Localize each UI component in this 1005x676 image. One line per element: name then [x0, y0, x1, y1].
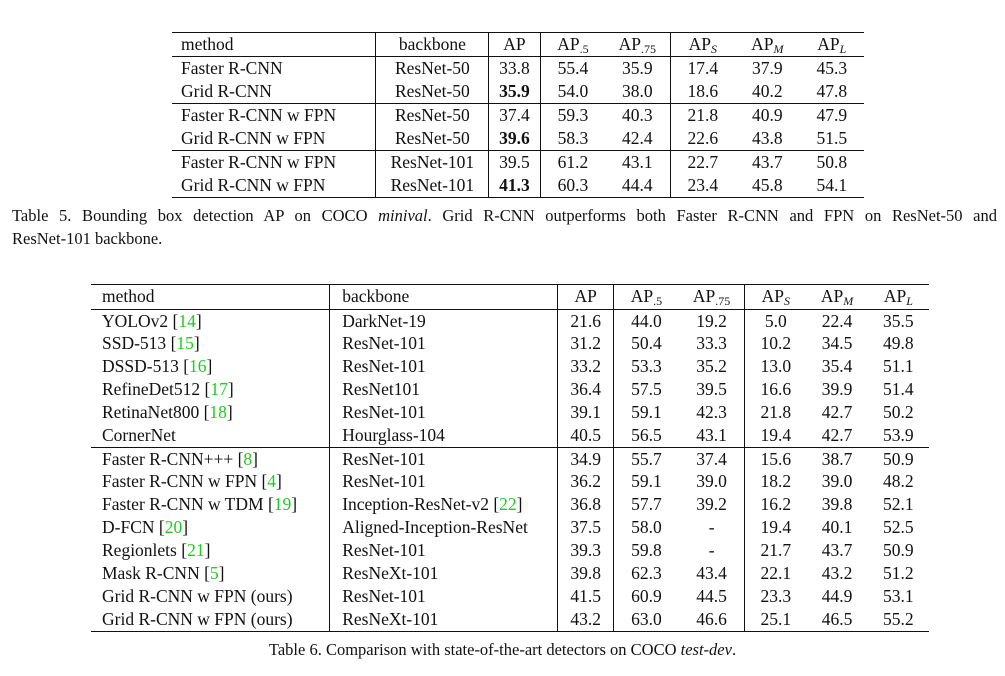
table-6 — [91, 284, 929, 632]
cell-ap: 39.3 — [558, 540, 613, 563]
cell-ap75: 40.3 — [605, 104, 670, 128]
cell-backbone: Aligned-Inception-ResNet — [330, 517, 558, 540]
cell-apm: 46.5 — [821, 609, 853, 629]
table-row — [91, 379, 929, 402]
table-row — [91, 333, 929, 356]
header-ap75: $AP_{.75}$ — [605, 33, 670, 57]
cell-apm: 39.8 — [821, 494, 853, 515]
cell-apm: 43.8 — [751, 127, 783, 148]
cell-backbone: ResNet-101 — [376, 151, 489, 175]
cell-apm: 44.9 — [821, 586, 853, 607]
cell-aps: 18.2 — [760, 471, 792, 492]
cell-ap75: 43.1 — [679, 425, 745, 448]
header-aps: $AP_S$ — [761, 286, 791, 309]
cell-ap75: 43.1 — [605, 151, 670, 175]
cell-method: Faster R-CNN w FPN — [172, 151, 376, 175]
cell-aps: 19.4 — [760, 517, 792, 538]
table-row — [91, 310, 929, 333]
cell-aps: 16.6 — [760, 379, 792, 400]
cell-aps: 25.1 — [760, 609, 792, 629]
cell-ap: 37.4 — [489, 104, 540, 128]
cell-apl: 49.8 — [883, 333, 914, 354]
cell-apm: 39.0 — [821, 471, 853, 492]
cell-ap75: 46.6 — [679, 609, 745, 632]
cell-ap: 33.2 — [558, 356, 613, 379]
cell-apm: 42.7 — [821, 425, 853, 445]
table-row — [91, 425, 929, 448]
cell-method: Faster R-CNN — [172, 57, 376, 81]
cell-ap75: 39.5 — [679, 379, 745, 402]
header-method: method — [91, 285, 330, 310]
cell-apl: 54.1 — [816, 174, 848, 195]
cell-apm: 42.7 — [821, 402, 853, 423]
cell-aps: 13.0 — [760, 356, 792, 377]
table-5 — [172, 32, 864, 198]
cell-aps: 15.6 — [760, 448, 792, 469]
table-6-body — [91, 310, 929, 632]
cell-method: RefineDet512 [17] — [91, 379, 330, 402]
cell-ap50: 56.5 — [631, 425, 662, 445]
table-6-header-row — [91, 285, 929, 310]
cell-ap50: 44.0 — [631, 310, 662, 331]
cell-ap75: - — [679, 517, 745, 540]
cell-ap50: 59.8 — [631, 540, 662, 561]
cell-ap-best: 35.9 — [489, 80, 540, 104]
cell-apm: 45.8 — [751, 174, 783, 195]
cell-backbone: Hourglass-104 — [330, 425, 558, 448]
cell-apl: 52.1 — [883, 494, 914, 515]
cell-aps: 18.6 — [687, 80, 719, 101]
table-row — [91, 609, 929, 632]
cell-ap50: 57.5 — [631, 379, 662, 400]
cell-apl: 53.1 — [883, 586, 914, 607]
cell-backbone: ResNet-101 — [330, 356, 558, 379]
cell-backbone: ResNet-101 — [330, 333, 558, 356]
cell-ap50: 59.1 — [631, 402, 662, 423]
cell-ap50: 55.7 — [631, 448, 662, 469]
cell-apm: 40.2 — [751, 80, 783, 101]
cell-apl: 50.9 — [883, 448, 914, 469]
cell-ap: 21.6 — [558, 310, 613, 333]
citation-link[interactable]: 14 — [178, 310, 196, 331]
header-apm: $AP_M$ — [751, 33, 784, 56]
cell-aps: 21.7 — [760, 540, 792, 561]
cell-ap: 36.4 — [558, 379, 613, 402]
cell-ap: 33.8 — [489, 57, 540, 81]
cell-ap75: 35.2 — [679, 356, 745, 379]
table-row — [172, 104, 864, 128]
table-row — [172, 127, 864, 151]
cell-backbone: Inception-ResNet-v2 [22] — [330, 494, 558, 517]
cell-backbone: ResNet-101 — [330, 540, 558, 563]
table-row — [172, 57, 864, 81]
citation-link[interactable]: 8 — [243, 448, 253, 469]
cell-ap: 36.2 — [558, 471, 613, 494]
cell-ap50: 58.0 — [631, 517, 662, 538]
cell-ap75: 42.3 — [679, 402, 745, 425]
cell-apm: 43.7 — [821, 540, 853, 561]
cell-method: CornerNet — [91, 425, 330, 448]
cell-apl: 47.8 — [816, 80, 848, 101]
header-ap50: $AP_{.5}$ — [630, 286, 663, 309]
cell-backbone: ResNet-50 — [376, 80, 489, 104]
cell-apm: 43.2 — [821, 563, 853, 584]
cell-ap50: 53.3 — [631, 356, 662, 377]
cell-backbone: ResNet-50 — [376, 104, 489, 128]
cell-method: Regionlets [21] — [91, 540, 330, 563]
header-apm: $AP_M$ — [820, 286, 854, 309]
cell-method: SSD-513 [15] — [91, 333, 330, 356]
cell-ap: 31.2 — [558, 333, 613, 356]
table-row — [91, 517, 929, 540]
cell-ap50: 62.3 — [631, 563, 662, 584]
cell-ap75: 35.9 — [605, 57, 670, 81]
cell-apl: 51.1 — [883, 356, 914, 377]
cell-ap50: 57.7 — [631, 494, 662, 515]
table-row — [172, 151, 864, 175]
cell-backbone: ResNet-50 — [376, 57, 489, 81]
cell-apm: 40.1 — [821, 517, 853, 538]
header-apl: $AP_L$ — [883, 286, 913, 309]
cell-aps: 10.2 — [760, 333, 792, 354]
header-aps: $AP_S$ — [688, 33, 717, 56]
cell-ap75: 43.4 — [679, 563, 745, 586]
cell-apm: 38.7 — [821, 448, 853, 469]
cell-ap75: 38.0 — [605, 80, 670, 104]
table-row — [91, 448, 929, 471]
cell-ap50: 60.3 — [557, 174, 589, 195]
header-ap50: $AP_{.5}$ — [557, 33, 589, 56]
cell-ap50: 63.0 — [631, 609, 662, 629]
cell-apl: 51.4 — [883, 379, 914, 400]
header-backbone: backbone — [376, 33, 489, 57]
cell-aps: 5.0 — [764, 310, 787, 331]
cell-ap75: 42.4 — [605, 127, 670, 151]
cell-ap75: 44.5 — [679, 586, 745, 609]
cell-aps: 21.8 — [760, 402, 792, 423]
cell-aps: 22.1 — [760, 563, 792, 584]
cell-ap: 39.8 — [558, 563, 613, 586]
cell-ap: 40.5 — [558, 425, 613, 448]
cell-apl: 51.2 — [883, 563, 914, 584]
cell-apl: 50.9 — [883, 540, 914, 561]
cell-apl: 45.3 — [816, 57, 848, 78]
cell-ap75: - — [679, 540, 745, 563]
cell-aps: 23.3 — [760, 586, 792, 607]
table-row — [91, 540, 929, 563]
cell-backbone: ResNet-101 — [330, 471, 558, 494]
cell-apl: 55.2 — [883, 609, 914, 629]
cell-ap: 36.8 — [558, 494, 613, 517]
cell-apl: 47.9 — [816, 104, 848, 125]
cell-ap50: 61.2 — [557, 151, 589, 172]
cell-apl: 50.2 — [883, 402, 914, 423]
cell-ap: 43.2 — [558, 609, 613, 632]
table-row — [91, 563, 929, 586]
cell-apm: 22.4 — [821, 310, 853, 331]
cell-method: YOLOv2 [14] — [91, 310, 330, 333]
cell-method: Grid R-CNN w FPN — [172, 174, 376, 198]
citation-link[interactable]: 19 — [273, 494, 292, 515]
cell-apm: 43.7 — [751, 151, 783, 172]
cell-ap75: 37.4 — [679, 448, 745, 471]
citation-link[interactable]: 21 — [187, 540, 205, 561]
cell-apm: 37.9 — [751, 57, 783, 78]
citation-link[interactable]: 17 — [210, 379, 228, 400]
table-row — [172, 80, 864, 104]
table-row — [91, 471, 929, 494]
cell-backbone: ResNet-101 — [330, 402, 558, 425]
cell-backbone: ResNeXt-101 — [330, 609, 558, 632]
cell-method: Faster R-CNN+++ [8] — [91, 448, 330, 471]
cell-ap75: 39.2 — [679, 494, 745, 517]
table-row — [91, 494, 929, 517]
cell-ap: 37.5 — [558, 517, 613, 540]
cell-ap75: 44.4 — [605, 174, 670, 198]
header-backbone: backbone — [330, 285, 558, 310]
citation-link[interactable]: 16 — [189, 356, 207, 377]
cell-apl: 52.5 — [883, 517, 914, 538]
cell-ap50: 59.1 — [631, 471, 662, 492]
cell-ap-best: 41.3 — [489, 174, 540, 198]
cell-ap50: 55.4 — [557, 57, 589, 78]
cell-backbone: ResNet-101 — [330, 448, 558, 471]
citation-link[interactable]: 20 — [164, 517, 183, 538]
cell-method: Grid R-CNN w FPN (ours) — [91, 609, 330, 632]
cell-aps: 17.4 — [687, 57, 719, 78]
cell-apm: 40.9 — [751, 104, 783, 125]
cell-method: Faster R-CNN w FPN — [172, 104, 376, 128]
cell-ap50: 60.9 — [631, 586, 662, 607]
cell-aps: 21.8 — [687, 104, 719, 125]
cell-backbone: ResNet101 — [330, 379, 558, 402]
cell-aps: 16.2 — [760, 494, 792, 515]
cell-aps: 19.4 — [760, 425, 792, 445]
cell-ap75: 39.0 — [679, 471, 745, 494]
cell-ap: 34.9 — [558, 448, 613, 471]
cell-ap-best: 39.6 — [489, 127, 540, 151]
table-5-header-row — [172, 33, 864, 57]
table-row — [91, 586, 929, 609]
cell-backbone: ResNeXt-101 — [330, 563, 558, 586]
citation-link[interactable]: 5 — [209, 563, 219, 584]
cell-backbone: DarkNet-19 — [330, 310, 558, 333]
cell-method: Faster R-CNN w FPN [4] — [91, 471, 330, 494]
header-ap: AP — [558, 285, 613, 310]
cell-ap: 39.1 — [558, 402, 613, 425]
cell-apl: 53.9 — [883, 425, 914, 445]
citation-link[interactable]: 18 — [209, 402, 227, 423]
cell-apl: 50.8 — [816, 151, 848, 172]
header-method: method — [172, 33, 376, 57]
cell-aps: 22.7 — [687, 151, 719, 172]
table-6-caption: Table 6. Comparison with state-of-the-art detectors on COCO test-dev. — [268, 640, 737, 659]
cell-ap50: 58.3 — [557, 127, 589, 148]
header-ap75: $AP_{.75}$ — [679, 285, 745, 310]
citation-link[interactable]: 4 — [267, 471, 277, 492]
cell-ap: 41.5 — [558, 586, 613, 609]
cell-ap75: 19.2 — [679, 310, 745, 333]
cell-backbone: ResNet-50 — [376, 127, 489, 151]
table-row — [172, 174, 864, 198]
table-row — [91, 402, 929, 425]
cell-method: Mask R-CNN [5] — [91, 563, 330, 586]
cell-method: Faster R-CNN w TDM [19] — [91, 494, 330, 517]
cell-apm: 39.9 — [821, 379, 853, 400]
header-apl: $AP_L$ — [817, 33, 847, 56]
cell-backbone: ResNet-101 — [330, 586, 558, 609]
citation-link[interactable]: 22 — [499, 494, 517, 515]
cell-aps: 23.4 — [687, 174, 719, 195]
table-5-caption: Table 5. Bounding box detection AP on COCO minival. Grid R-CNN outperforms both Faster R-CNN and FPN on ResNet-50 and ResNet-101 backbone. — [12, 206, 997, 248]
cell-backbone: ResNet-101 — [376, 174, 489, 198]
cell-apl: 35.5 — [883, 310, 914, 331]
cell-apm: 34.5 — [821, 333, 853, 354]
cell-method: DSSD-513 [16] — [91, 356, 330, 379]
cell-apl: 51.5 — [816, 127, 848, 148]
header-ap: AP — [489, 33, 540, 57]
cell-method: Grid R-CNN w FPN (ours) — [91, 586, 330, 609]
citation-link[interactable]: 15 — [176, 333, 194, 354]
cell-method: D-FCN [20] — [91, 517, 330, 540]
table-row — [91, 356, 929, 379]
cell-ap75: 33.3 — [679, 333, 745, 356]
cell-apl: 48.2 — [883, 471, 914, 492]
cell-ap50: 50.4 — [631, 333, 662, 354]
cell-apm: 35.4 — [821, 356, 853, 377]
cell-ap50: 54.0 — [557, 80, 589, 101]
cell-method: Grid R-CNN w FPN — [172, 127, 376, 151]
cell-method: RetinaNet800 [18] — [91, 402, 330, 425]
cell-ap50: 59.3 — [557, 104, 589, 125]
cell-ap: 39.5 — [489, 151, 540, 175]
cell-aps: 22.6 — [687, 127, 719, 148]
cell-method: Grid R-CNN — [172, 80, 376, 104]
